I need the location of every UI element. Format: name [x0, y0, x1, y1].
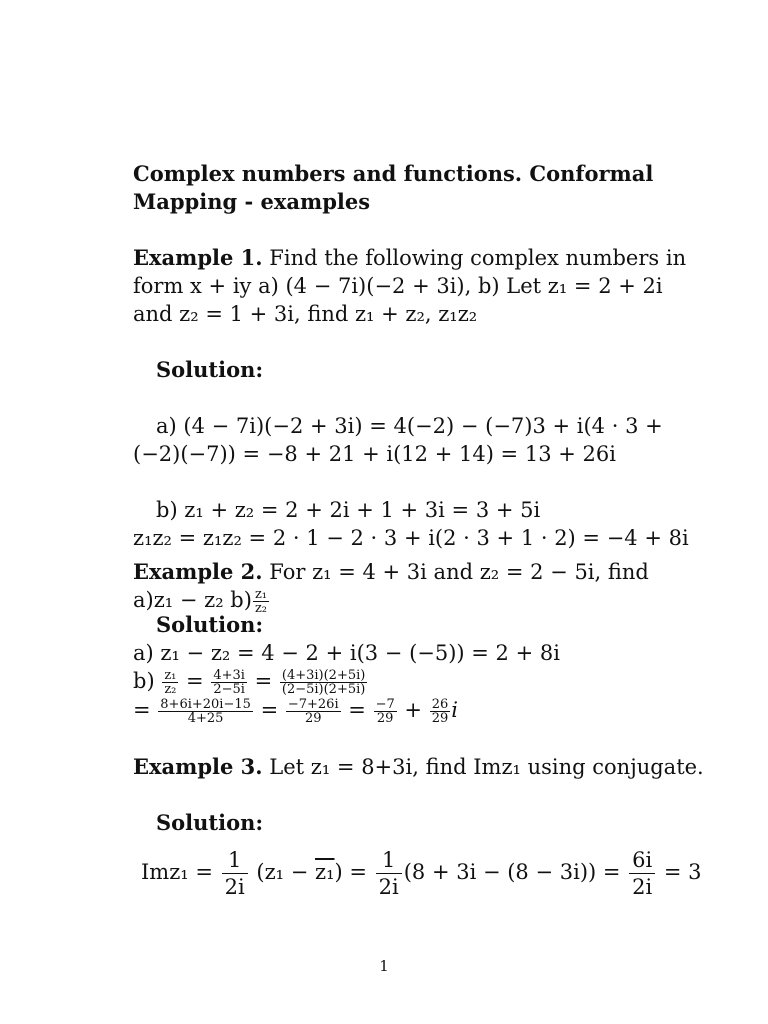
fraction-f4: $\frac{8+6i+20i-15}{4+25}$	[160, 697, 251, 726]
fraction-z1-over-z2: $\frac{\text{z₁}}{\text{z₂}}$	[254, 587, 267, 616]
fraction-one-over-2i: $\frac{1}{2i}$	[222, 847, 248, 900]
example-3-line: Example 3. Let z₁ = 8+3i, find Imz₁ using conjugate.	[133, 754, 704, 779]
example-2-solution-label: Solution:	[156, 612, 264, 637]
page-number: 1	[379, 957, 389, 975]
fraction-f1: $\frac{\text{z₁}}{\text{z₂}}$	[164, 668, 177, 697]
example-1-solution-b-line-2: z₁z₂ = z₁z₂ = 2 · 1 − 2 · 3 + i(2 · 3 + 1 · 2) = −4 + 8i	[133, 526, 689, 550]
example-1-line-2: form x + iy a) (4 − 7i)(−2 + 3i), b) Let z₁ = 2 + 2i	[133, 274, 663, 298]
example-1-line-3: and z₂ = 1 + 3i, find z₁ + z₂, z₁z₂	[133, 302, 478, 326]
fraction-f7: $\frac{26}{29}$	[431, 697, 449, 726]
example-2-solution-b-line-2: = $\frac{8+6i+20i-15}{4+25}$ = $\frac{-7+26i}{29}$ = $\frac{-7}{29}$ + $\frac{26}{29}$ i	[133, 697, 458, 726]
conjugate-z1: z₁	[315, 860, 335, 884]
fraction-one-over-2i-second: $\frac{1}{2i}$	[376, 847, 402, 900]
document-body	[133, 160, 704, 900]
example-2-solution-a: a) z₁ − z₂ = 4 − 2 + i(3 − (−5)) = 2 + 8i	[133, 641, 560, 665]
example-3-solution-label: Solution:	[156, 810, 264, 835]
document-title-line-2: Mapping - examples	[133, 189, 371, 214]
example-1-solution-b-line-1: b) z₁ + z₂ = 2 + 2i + 1 + 3i = 3 + 5i	[156, 498, 541, 522]
document-title-line-1: Complex numbers and functions. Conformal	[133, 161, 654, 186]
example-1-line-1: Example 1. Find the following complex numbers in	[133, 245, 687, 270]
fraction-f2: $\frac{4+3i}{2-5i}$	[213, 668, 245, 697]
example-2-line-2: a)z₁ − z₂ b) $\frac{\text{z₁}}{\text{z₂}}$	[133, 587, 267, 616]
fraction-6i-over-2i: $\frac{6i}{2i}$	[629, 847, 655, 900]
fraction-f5: $\frac{-7+26i}{29}$	[287, 697, 339, 726]
fraction-f6: $\frac{-7}{29}$	[375, 697, 395, 726]
fraction-f3: $\frac{(4+3i)(2+5i)}{(2-5i)(2+5i)}$	[281, 668, 366, 697]
example-2-solution-b-line-1: b) $\frac{\text{z₁}}{\text{z₂}}$ = $\frac{4+3i}{2-5i}$ = $\frac{(4+3i)(2+5i)}{(2-5i)(2+5i)}$	[133, 668, 366, 697]
example-3-equation: Imz₁ = $\frac{1}{2i}$ (z₁ − z₁) = $\frac{1}{2i}$ (8 + 3i − (8 − 3i)) = $\frac{6i}{2i}$ = 3	[141, 848, 702, 899]
example-2-line-1: Example 2. For z₁ = 4 + 3i and z₂ = 2 − 5i, find	[133, 559, 649, 584]
example-1-solution-a-line-1: a) (4 − 7i)(−2 + 3i) = 4(−2) − (−7)3 + i(4 · 3 +	[156, 414, 663, 438]
example-1-solution-label: Solution:	[156, 357, 264, 382]
example-1-solution-a-line-2: (−2)(−7)) = −8 + 21 + i(12 + 14) = 13 + 26i	[133, 442, 616, 466]
